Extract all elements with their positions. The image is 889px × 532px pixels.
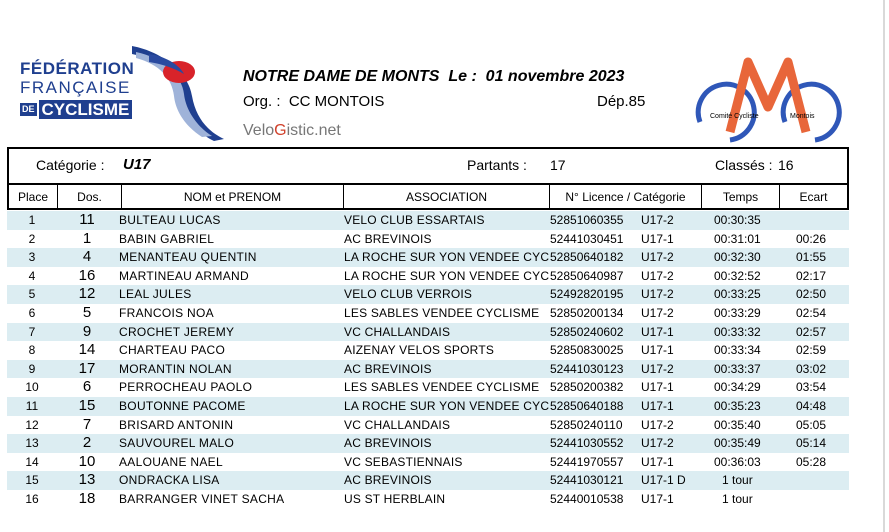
cell-dos: 18 (78, 489, 96, 507)
ffc-line3: CYCLISME (39, 100, 133, 119)
cell-licence: 52441030451 (550, 231, 624, 246)
cell-category: U17-2 (641, 213, 674, 227)
cell-category: U17-1 (641, 380, 674, 395)
col-name: NOM et PRENOM (122, 185, 344, 208)
cell-place: 13 (25, 436, 39, 451)
table-row (7, 323, 849, 342)
cell-name: CROCHET JEREMY (119, 324, 235, 339)
cell-association: VELO CLUB VERROIS (344, 287, 473, 302)
cell-association: LA ROCHE SUR YON VENDEE CYC (344, 268, 549, 283)
club-logo (690, 52, 845, 147)
club-logo-text-right: Montois (790, 113, 815, 120)
cell-time: 00:32:30 (714, 250, 761, 265)
cell-association: LES SABLES VENDEE CYCLISME (344, 380, 540, 395)
cell-licence: 52850640188 (550, 398, 624, 413)
table-row (7, 471, 849, 490)
cell-licence: 52441030123 (550, 361, 624, 376)
cell-place: 2 (28, 231, 36, 246)
cell-dos: 5 (82, 303, 92, 321)
ffc-line1: FÉDÉRATION (20, 59, 135, 78)
col-association: ASSOCIATION (344, 185, 550, 208)
table-row (7, 230, 849, 249)
cell-association: LES SABLES VENDEE CYCLISME (344, 305, 540, 320)
cell-time: 1 tour (722, 491, 753, 506)
cell-ecart: 02:50 (796, 287, 827, 302)
velogistic-a: Velo (243, 122, 275, 139)
cell-time: 00:33:29 (714, 305, 761, 320)
cell-ecart: 02:59 (796, 343, 827, 358)
club-logo-text-left: Comité Cycliste (710, 113, 759, 120)
table-row (7, 285, 849, 304)
cell-association: VC CHALLANDAIS (344, 324, 451, 339)
cell-dos: 13 (78, 471, 96, 489)
cell-name: BULTEAU LUCAS (119, 213, 221, 227)
cell-name: MENANTEAU QUENTIN (119, 250, 257, 265)
cell-dos: 15 (78, 396, 96, 414)
cell-category: U17-1 D (641, 473, 686, 488)
category-label: Catégorie : (36, 157, 105, 173)
cell-place: 9 (28, 361, 36, 376)
cell-place: 11 (25, 398, 39, 413)
cell-licence: 52441970557 (550, 454, 624, 469)
cell-name: BOUTONNE PACOME (119, 398, 246, 413)
cell-ecart: 05:14 (796, 436, 827, 451)
cell-association: AIZENAY VELOS SPORTS (344, 343, 495, 358)
table-row (7, 304, 849, 323)
table-row (7, 490, 849, 509)
organizer: Org. : CC MONTOIS (243, 93, 385, 110)
table-row (7, 211, 849, 230)
cell-association: VC SEBASTIENNAIS (344, 454, 463, 469)
cell-ecart: 03:02 (796, 361, 827, 376)
cell-category: U17-1 (641, 398, 674, 413)
cell-association: VC CHALLANDAIS (344, 417, 451, 432)
cell-ecart: 03:54 (796, 380, 827, 395)
cell-place: 12 (25, 417, 39, 432)
classes-value: 16 (778, 157, 794, 173)
cell-association: LA ROCHE SUR YON VENDEE CYC (344, 250, 549, 265)
cell-name: BRISARD ANTONIN (119, 417, 234, 432)
cell-licence: 52850640987 (550, 268, 624, 283)
cell-ecart: 05:28 (796, 454, 827, 469)
cell-association: AC BREVINOIS (344, 473, 432, 488)
cell-category: U17-1 (641, 324, 674, 339)
cell-name: MARTINEAU ARMAND (119, 268, 249, 283)
cell-licence: 52850830025 (550, 343, 624, 358)
cell-licence: 52850240602 (550, 324, 624, 339)
table-row (7, 416, 849, 435)
category-value: U17 (123, 156, 151, 173)
department: Dép.85 (597, 93, 646, 110)
velogistic-link[interactable] (243, 122, 341, 140)
cell-name: CHARTEAU PACO (119, 343, 226, 358)
cell-dos: 4 (82, 248, 92, 266)
cell-licence: 52441030121 (550, 473, 624, 488)
cell-place: 4 (28, 268, 36, 283)
cell-place: 3 (28, 250, 36, 265)
col-dos: Dos. (58, 185, 122, 208)
cell-ecart: 01:55 (796, 250, 827, 265)
cell-category: U17-1 (641, 343, 674, 358)
cell-dos: 16 (78, 266, 96, 284)
cell-place: 8 (28, 343, 36, 358)
partants-value: 17 (550, 157, 566, 173)
cell-place: 7 (28, 324, 36, 339)
cell-name: FRANCOIS NOA (119, 305, 214, 320)
cell-association: US ST HERBLAIN (344, 491, 446, 506)
cell-time: 00:35:49 (714, 436, 761, 451)
classes-label: Classés : (715, 157, 773, 173)
ffc-line2: FRANÇAISE (20, 78, 131, 97)
cell-place: 10 (25, 380, 39, 395)
cell-time: 00:34:29 (714, 380, 761, 395)
cell-ecart: 04:48 (796, 398, 827, 413)
cell-time: 00:32:52 (714, 268, 761, 283)
cell-licence: 52850200134 (550, 305, 624, 320)
cell-category: U17-2 (641, 305, 674, 320)
cell-ecart: 02:54 (796, 305, 827, 320)
partants-label: Partants : (467, 157, 527, 173)
cell-name: BARRANGER VINET SACHA (119, 491, 285, 506)
cell-dos: 9 (82, 322, 92, 340)
cell-name: MORANTIN NOLAN (119, 361, 232, 376)
cell-licence: 52440010538 (550, 491, 624, 506)
cell-category: U17-2 (641, 287, 674, 302)
cell-ecart: 02:17 (796, 268, 827, 283)
cell-time: 1 tour (722, 473, 753, 488)
table-row (7, 453, 849, 472)
cell-licence: 52850200382 (550, 380, 624, 395)
cell-place: 16 (25, 491, 39, 506)
ffc-de: DE (22, 104, 35, 114)
cell-name: SAUVOUREL MALO (119, 436, 235, 451)
cell-place: 1 (28, 213, 36, 227)
table-row (7, 378, 849, 397)
cell-name: AALOUANE NAEL (119, 454, 223, 469)
cell-category: U17-2 (641, 436, 674, 451)
cell-place: 5 (28, 287, 36, 302)
results-table-header (7, 183, 849, 210)
cell-dos: 1 (82, 229, 92, 247)
table-row (7, 267, 849, 286)
cell-association: AC BREVINOIS (344, 436, 432, 451)
cell-association: AC BREVINOIS (344, 361, 432, 376)
cell-category: U17-2 (641, 268, 674, 283)
cell-association: LA ROCHE SUR YON VENDEE CYC (344, 398, 549, 413)
cell-category: U17-2 (641, 361, 674, 376)
table-row (7, 248, 849, 267)
page-edge-divider (883, 0, 885, 532)
cell-time: 00:33:37 (714, 361, 761, 376)
cell-licence: 52850240110 (550, 417, 623, 432)
cell-dos: 17 (78, 359, 96, 377)
cell-ecart: 05:05 (796, 417, 827, 432)
velogistic-g: G (274, 122, 287, 139)
cell-name: ONDRACKA LISA (119, 473, 220, 488)
cell-category: U17-1 (641, 231, 674, 246)
cell-place: 14 (25, 454, 39, 469)
cell-time: 00:33:34 (714, 343, 761, 358)
cell-category: U17-1 (641, 491, 674, 506)
cell-dos: 10 (78, 452, 96, 470)
cell-name: PERROCHEAU PAOLO (119, 380, 253, 395)
table-row (7, 360, 849, 379)
cell-licence: 52492820195 (550, 287, 624, 302)
cell-licence: 52441030552 (550, 436, 624, 451)
cell-time: 00:31:01 (714, 231, 761, 246)
cell-ecart: 00:26 (796, 231, 827, 246)
cell-name: LEAL JULES (119, 287, 192, 302)
col-ecart: Ecart (799, 189, 828, 204)
cell-dos: 2 (82, 434, 92, 452)
cell-dos: 11 (79, 211, 95, 228)
cell-place: 15 (25, 473, 39, 488)
ffc-wordmark (20, 60, 134, 119)
col-place: Place (9, 185, 58, 208)
col-temps: Temps (702, 185, 780, 208)
cell-ecart: 02:57 (796, 324, 827, 339)
cell-category: U17-1 (641, 454, 674, 469)
cell-category: U17-2 (641, 417, 674, 432)
cell-name: BABIN GABRIEL (119, 231, 215, 246)
cell-category: U17-2 (641, 250, 674, 265)
cell-association: VELO CLUB ESSARTAIS (344, 213, 485, 227)
cell-dos: 7 (82, 415, 92, 433)
cell-dos: 12 (78, 285, 96, 303)
cell-time: 00:33:32 (714, 324, 761, 339)
cell-dos: 6 (82, 378, 92, 396)
event-title: NOTRE DAME DE MONTS Le : 01 novembre 2023 (243, 68, 625, 85)
cell-time: 00:35:23 (714, 398, 761, 413)
table-row (7, 397, 849, 416)
cell-licence: 52850640182 (550, 250, 624, 265)
cell-association: AC BREVINOIS (344, 231, 432, 246)
results-table-body (7, 211, 849, 509)
cell-place: 6 (28, 305, 36, 320)
col-licence: N° Licence / Catégorie (550, 185, 702, 208)
cell-time: 00:33:25 (714, 287, 761, 302)
cell-licence: 52851060355 (550, 213, 624, 227)
cell-time: 00:35:40 (714, 417, 761, 432)
cell-time: 00:30:35 (714, 213, 761, 227)
velogistic-b: istic.net (286, 122, 341, 139)
table-row (7, 434, 849, 453)
cell-time: 00:36:03 (714, 454, 761, 469)
cell-dos: 14 (78, 341, 96, 359)
table-row (7, 341, 849, 360)
